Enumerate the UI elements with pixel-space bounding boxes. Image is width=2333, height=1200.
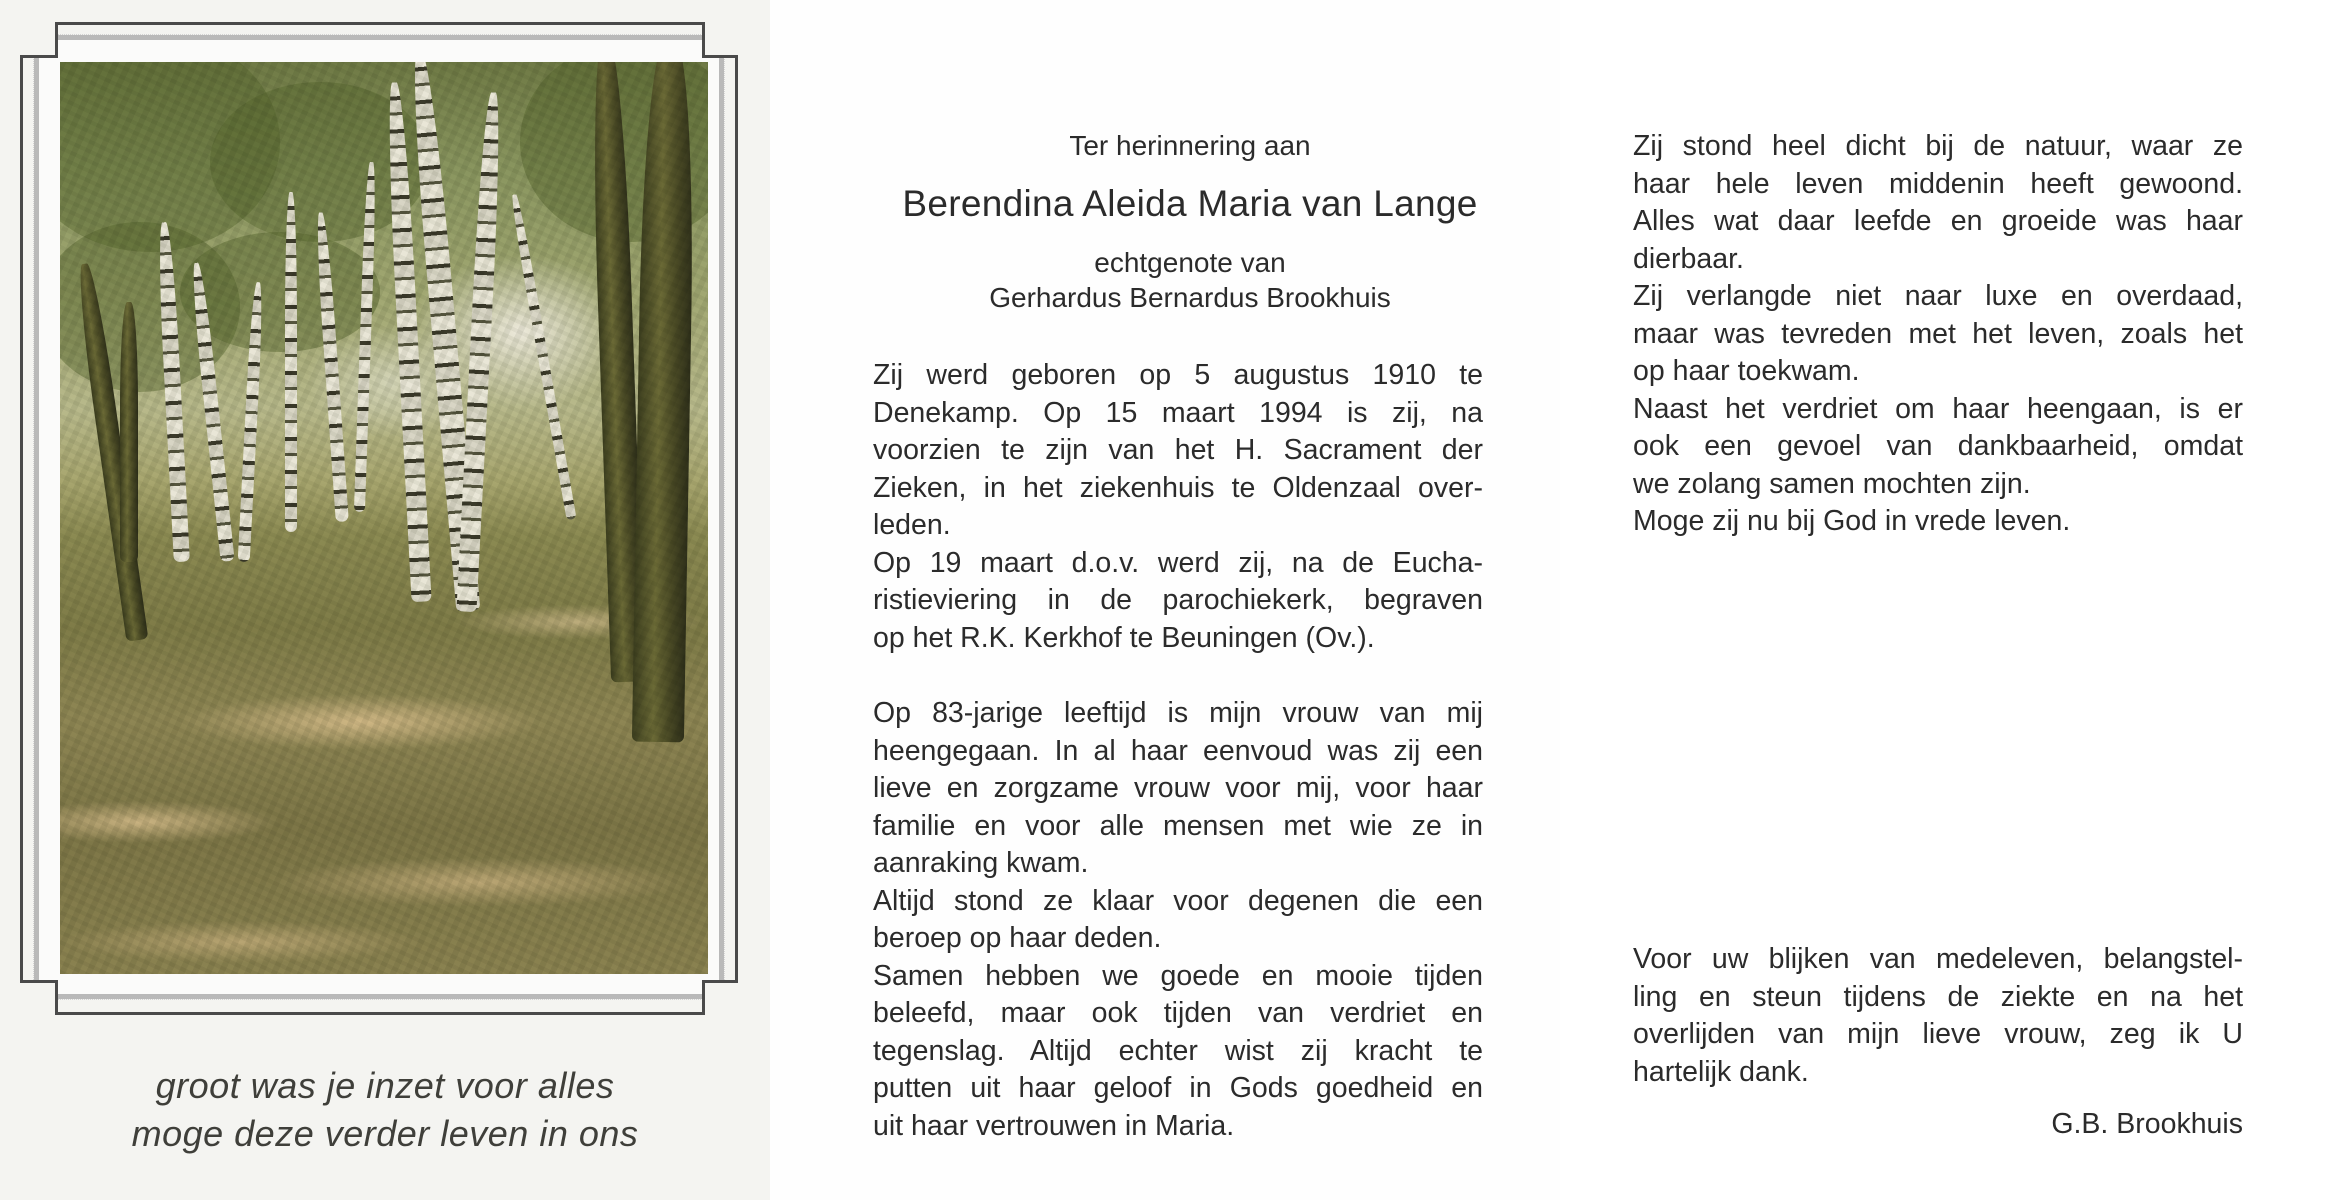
- frame-corner-step: [702, 980, 738, 1015]
- text-line: Naast het verdriet om haar heengaan, is er: [1633, 392, 2243, 425]
- birch-trunk: [456, 92, 503, 612]
- foliage-cluster: [60, 62, 280, 252]
- birch-trunk: [156, 222, 190, 562]
- foliage-cluster: [520, 62, 708, 242]
- frame-corner-step: [20, 980, 58, 1015]
- text-line: beleefd, maar ook tijden van verdriet en: [873, 997, 1483, 1029]
- text-line: Zij stond heel dicht bij de natuur, waar ze: [1633, 130, 2243, 162]
- tribute-paragraph: [873, 695, 1483, 1145]
- text-line: lieve en zorgzame vrouw voor mij, voor haar: [873, 772, 1483, 804]
- photo-caption-line: groot was je inzet voor alles: [155, 1065, 615, 1106]
- text-line: familie en voor alle mensen met wie ze in: [873, 809, 1483, 842]
- birch-trunk: [238, 282, 265, 562]
- spouse-name: Gerhardus Bernardus Brookhuis: [989, 282, 1391, 313]
- text-line: ook een gevoel van dankbaarheid, omdat: [1633, 430, 2243, 462]
- text-line: Zij verlangde niet naar luxe en overdaad,: [1633, 280, 2243, 312]
- tree-trunk: [120, 302, 138, 562]
- text-line: op haar toekwam.: [1633, 355, 1860, 387]
- signature: G.B. Brookhuis: [2051, 1108, 2243, 1140]
- biography-paragraph: [873, 357, 1483, 657]
- birch-trunk: [285, 192, 297, 532]
- thanks-paragraph: [1633, 941, 2243, 1091]
- text-line: haar hele leven middenin heeft gewoond.: [1633, 167, 2243, 200]
- text-line: tegenslag. Altijd echter wist zij kracht te: [873, 1034, 1483, 1067]
- forest-path-photo: [60, 62, 708, 974]
- text-line: heengegaan. In al haar eenvoud was zij een: [873, 734, 1483, 767]
- birch-trunk: [384, 82, 431, 602]
- spouse-label: echtgenote van: [1094, 247, 1286, 278]
- foliage-cluster: [60, 222, 240, 392]
- nature-paragraph: [1633, 128, 2243, 541]
- text-line: Op 83-jarige leeftijd is mijn vrouw van mij: [873, 697, 1483, 729]
- text-line: Op 19 maart d.o.v. werd zij, na de Eucha-: [873, 546, 1483, 579]
- text-line: Samen hebben we goede en mooie tijden: [873, 959, 1483, 992]
- birch-trunk: [408, 62, 481, 612]
- memorial-intro: Ter herinnering aan: [1069, 130, 1311, 161]
- text-line: we zolang samen mochten zijn.: [1633, 467, 2031, 500]
- text-line: beroep op haar deden.: [873, 922, 1162, 954]
- birch-trunk: [509, 194, 576, 521]
- frame-corner-step: [702, 22, 738, 58]
- tree-trunk: [74, 262, 149, 641]
- text-line: leden.: [873, 509, 951, 541]
- text-line: putten uit haar geloof in Gods goedheid en: [873, 1072, 1483, 1104]
- text-line: Voor uw blijken van medeleven, belangstel-: [1633, 943, 2243, 975]
- text-line: ling en steun tijdens de ziekte en na het: [1633, 980, 2243, 1013]
- birch-trunk: [354, 162, 377, 512]
- birch-trunk: [189, 262, 234, 562]
- foliage-cluster: [210, 82, 430, 242]
- frame-corner-step: [20, 22, 58, 58]
- text-line: uit haar vertrouwen in Maria.: [873, 1109, 1235, 1142]
- foliage-cluster: [180, 232, 380, 352]
- text-line: Zij werd geboren op 5 augustus 1910 te: [873, 359, 1483, 391]
- photo-caption-line: moge deze verder leven in ons: [131, 1113, 639, 1154]
- text-line: ristieviering in de parochiekerk, begraven: [873, 584, 1483, 616]
- text-line: Alles wat daar leefde en groeide was haar: [1633, 205, 2243, 237]
- text-line: aanraking kwam.: [873, 847, 1089, 879]
- tree-trunk: [589, 62, 645, 682]
- text-line: Altijd stond ze klaar voor degenen die een: [873, 884, 1483, 917]
- text-line: maar was tevreden met het leven, zoals het: [1633, 317, 2243, 350]
- text-line: Denekamp. Op 15 maart 1994 is zij, na: [873, 396, 1483, 429]
- birch-trunk: [314, 212, 349, 522]
- text-line: voorzien te zijn van het H. Sacrament der: [873, 434, 1483, 466]
- text-line: hartelijk dank.: [1633, 1055, 1809, 1088]
- text-line: op het R.K. Kerkhof te Beuningen (Ov.).: [873, 621, 1375, 654]
- tree-trunk: [632, 62, 696, 742]
- text-line: dierbaar.: [1633, 242, 1744, 275]
- deceased-name: Berendina Aleida Maria van Lange: [902, 183, 1478, 224]
- text-line: overlijden van mijn lieve vrouw, zeg ik U: [1633, 1018, 2243, 1050]
- text-line: Moge zij nu bij God in vrede leven.: [1633, 505, 2071, 537]
- text-line: Zieken, in het ziekenhuis te Oldenzaal over-: [873, 471, 1483, 504]
